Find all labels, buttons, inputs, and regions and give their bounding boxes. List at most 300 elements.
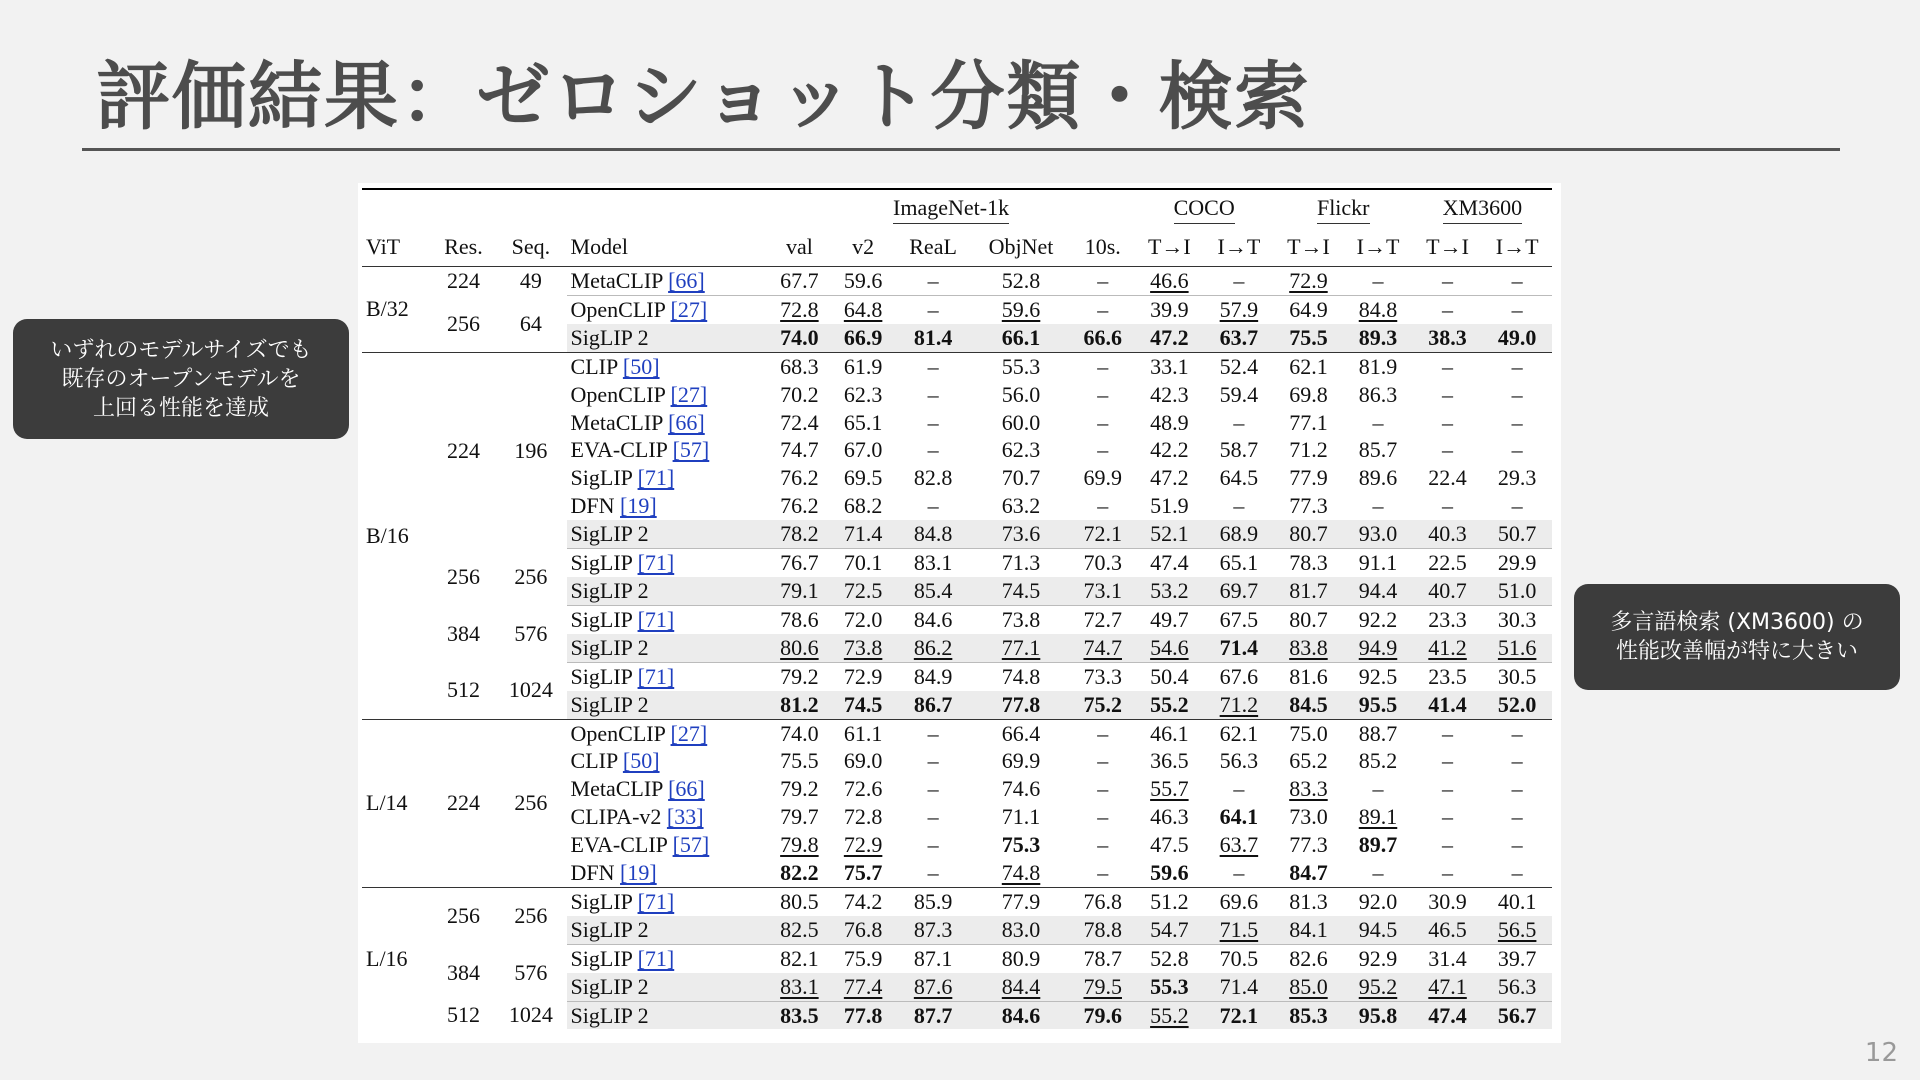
score-value: 36.5 bbox=[1150, 748, 1189, 774]
score-value: – bbox=[1442, 804, 1454, 830]
score-value: – bbox=[1372, 860, 1384, 886]
citation-link[interactable]: [19] bbox=[620, 860, 657, 886]
score-value: 42.2 bbox=[1150, 437, 1189, 463]
score-value: 47.2 bbox=[1150, 465, 1189, 491]
score-cell bbox=[1204, 691, 1274, 719]
citation-link[interactable]: [66] bbox=[668, 268, 705, 293]
citation-link[interactable]: [19] bbox=[620, 493, 657, 519]
group-label: COCO bbox=[1174, 194, 1235, 225]
score-cell bbox=[1274, 973, 1344, 1001]
score-value: 80.5 bbox=[780, 888, 819, 914]
score-cell bbox=[971, 464, 1071, 492]
score-cell bbox=[1071, 747, 1135, 775]
score-value: 91.1 bbox=[1358, 550, 1398, 576]
score-cell bbox=[768, 887, 832, 915]
citation-link[interactable]: [27] bbox=[670, 296, 708, 322]
table-row bbox=[362, 295, 1552, 323]
column-header: Model bbox=[567, 228, 768, 267]
score-value: 74.6 bbox=[1001, 776, 1041, 802]
score-cell bbox=[831, 662, 895, 690]
model-name: SigLIP 2 bbox=[570, 634, 649, 660]
citation-link[interactable]: [27] bbox=[670, 381, 708, 407]
citation-link[interactable]: [66] bbox=[668, 776, 705, 802]
score-value: 68.3 bbox=[780, 353, 819, 379]
score-value: – bbox=[1511, 353, 1523, 379]
seq-cell: 576 bbox=[514, 959, 548, 985]
res-cell: 512 bbox=[446, 1002, 480, 1028]
score-cell bbox=[1274, 436, 1344, 464]
score-value: – bbox=[1233, 860, 1245, 886]
score-value: 68.9 bbox=[1219, 521, 1259, 547]
score-value: 66.9 bbox=[843, 324, 883, 350]
score-cell bbox=[1204, 520, 1274, 548]
score-cell bbox=[1413, 691, 1483, 719]
score-value: 29.3 bbox=[1497, 465, 1537, 491]
score-value: – bbox=[1442, 748, 1454, 774]
score-value: – bbox=[1511, 493, 1523, 519]
score-cell bbox=[768, 944, 832, 972]
score-value: – bbox=[1372, 409, 1384, 435]
model-cell bbox=[567, 267, 768, 296]
citation-link[interactable]: [71] bbox=[637, 550, 675, 576]
score-value: 42.3 bbox=[1150, 381, 1189, 407]
score-cell bbox=[1482, 944, 1552, 972]
score-value: 71.4 bbox=[1219, 634, 1259, 660]
score-cell bbox=[895, 831, 971, 859]
score-cell bbox=[768, 352, 832, 380]
score-value: – bbox=[1097, 832, 1109, 858]
score-cell bbox=[1482, 973, 1552, 1001]
score-cell bbox=[1274, 775, 1344, 803]
citation-link[interactable]: [71] bbox=[637, 465, 675, 491]
score-cell bbox=[1274, 577, 1344, 605]
score-cell bbox=[768, 691, 832, 719]
score-cell bbox=[971, 352, 1071, 380]
score-cell bbox=[895, 492, 971, 520]
citation-link[interactable]: [57] bbox=[672, 832, 710, 858]
score-value: 47.5 bbox=[1150, 832, 1189, 858]
score-cell bbox=[1482, 634, 1552, 662]
score-cell bbox=[1343, 520, 1413, 548]
score-value: 51.9 bbox=[1150, 493, 1189, 519]
score-cell bbox=[1135, 719, 1205, 747]
score-value: 63.7 bbox=[1219, 324, 1259, 350]
score-cell bbox=[1482, 577, 1552, 605]
score-value: 89.1 bbox=[1358, 804, 1398, 830]
score-value: 79.6 bbox=[1083, 1002, 1122, 1028]
score-value: 73.0 bbox=[1289, 804, 1328, 830]
table-row bbox=[362, 662, 1552, 690]
score-value: 69.8 bbox=[1289, 381, 1328, 407]
score-value: 72.9 bbox=[1289, 268, 1328, 293]
score-value: 78.6 bbox=[780, 606, 819, 632]
score-cell bbox=[1482, 831, 1552, 859]
score-value: 70.7 bbox=[1001, 465, 1041, 491]
score-value: 81.9 bbox=[1358, 353, 1398, 379]
score-cell bbox=[831, 747, 895, 775]
seq-cell: 256 bbox=[495, 719, 566, 887]
score-value: 77.3 bbox=[1289, 493, 1328, 519]
score-value: 47.4 bbox=[1150, 550, 1189, 576]
score-cell bbox=[831, 605, 895, 633]
citation-link[interactable]: [50] bbox=[622, 353, 660, 379]
score-cell bbox=[1413, 973, 1483, 1001]
score-cell bbox=[1482, 916, 1552, 944]
score-value: 59.4 bbox=[1219, 381, 1259, 407]
score-value: 63.2 bbox=[1001, 493, 1041, 519]
score-cell bbox=[1135, 916, 1205, 944]
model-cell bbox=[567, 775, 768, 803]
score-value: – bbox=[927, 296, 939, 322]
score-value: 80.9 bbox=[1001, 945, 1041, 971]
score-value: 71.2 bbox=[1219, 691, 1259, 717]
res-cell: 224 bbox=[446, 268, 480, 294]
group-label: ImageNet-1k bbox=[893, 194, 1009, 225]
score-cell bbox=[1204, 577, 1274, 605]
score-value: 72.8 bbox=[780, 296, 819, 322]
score-value: 92.0 bbox=[1358, 888, 1398, 914]
model-name: DFN bbox=[570, 860, 615, 886]
score-cell bbox=[768, 436, 832, 464]
table-row bbox=[362, 605, 1552, 633]
score-value: 46.6 bbox=[1150, 268, 1189, 293]
citation-link[interactable]: [71] bbox=[637, 606, 675, 632]
score-cell bbox=[1274, 944, 1344, 972]
score-value: 82.1 bbox=[780, 945, 819, 971]
score-cell bbox=[1204, 381, 1274, 409]
score-value: 83.3 bbox=[1289, 776, 1328, 802]
citation-link[interactable]: [71] bbox=[637, 945, 675, 971]
score-cell bbox=[768, 859, 832, 887]
score-value: 77.3 bbox=[1289, 832, 1328, 858]
score-cell bbox=[1482, 605, 1552, 633]
score-cell bbox=[1343, 662, 1413, 690]
score-cell bbox=[1071, 605, 1135, 633]
model-cell bbox=[567, 577, 768, 605]
score-cell bbox=[1274, 409, 1344, 437]
score-value: 84.1 bbox=[1289, 916, 1328, 942]
score-value: 84.5 bbox=[1289, 691, 1328, 717]
score-value: 69.5 bbox=[843, 465, 883, 491]
score-value: – bbox=[1097, 268, 1109, 293]
score-cell bbox=[971, 409, 1071, 437]
score-value: – bbox=[1097, 776, 1109, 802]
score-value: 23.5 bbox=[1428, 663, 1467, 689]
column-header: I→T bbox=[1204, 228, 1274, 267]
score-value: 89.6 bbox=[1358, 465, 1398, 491]
score-cell bbox=[1482, 381, 1552, 409]
score-cell bbox=[1071, 916, 1135, 944]
score-value: 65.1 bbox=[843, 409, 883, 435]
score-cell bbox=[1343, 747, 1413, 775]
score-value: 46.5 bbox=[1428, 916, 1467, 942]
model-cell bbox=[567, 492, 768, 520]
score-value: – bbox=[1097, 409, 1109, 435]
score-cell bbox=[1071, 267, 1135, 296]
score-cell bbox=[768, 549, 832, 577]
score-value: 52.1 bbox=[1150, 521, 1189, 547]
score-value: – bbox=[927, 832, 939, 858]
column-header: T→I bbox=[1413, 228, 1483, 267]
score-value: – bbox=[1442, 493, 1454, 519]
score-cell bbox=[1071, 662, 1135, 690]
score-value: 74.5 bbox=[843, 691, 883, 717]
score-value: 79.2 bbox=[780, 776, 819, 802]
score-cell bbox=[1482, 267, 1552, 296]
score-value: 88.7 bbox=[1358, 720, 1398, 746]
score-cell bbox=[831, 719, 895, 747]
score-value: 62.1 bbox=[1219, 720, 1259, 746]
citation-link[interactable]: [66] bbox=[668, 409, 705, 435]
vit-cell: L/14 bbox=[362, 719, 432, 887]
model-cell bbox=[567, 549, 768, 577]
score-value: 79.7 bbox=[780, 804, 819, 830]
score-value: 78.2 bbox=[780, 521, 819, 547]
score-value: 61.9 bbox=[843, 353, 883, 379]
score-cell bbox=[895, 381, 971, 409]
score-value: – bbox=[1442, 296, 1454, 322]
model-cell bbox=[567, 409, 768, 437]
model-name: OpenCLIP bbox=[570, 296, 666, 322]
score-cell bbox=[895, 352, 971, 380]
score-cell bbox=[768, 803, 832, 831]
score-value: 86.7 bbox=[913, 691, 953, 717]
score-cell bbox=[1343, 605, 1413, 633]
score-cell bbox=[1413, 409, 1483, 437]
score-cell bbox=[1343, 887, 1413, 915]
score-value: 78.3 bbox=[1289, 550, 1328, 576]
score-cell bbox=[1071, 944, 1135, 972]
score-cell bbox=[1071, 887, 1135, 915]
score-cell bbox=[1071, 634, 1135, 662]
score-cell bbox=[971, 492, 1071, 520]
score-cell bbox=[895, 662, 971, 690]
score-value: 40.7 bbox=[1428, 577, 1467, 603]
score-cell bbox=[831, 436, 895, 464]
score-value: 39.9 bbox=[1150, 296, 1189, 322]
score-value: 72.5 bbox=[843, 577, 883, 603]
score-cell bbox=[971, 577, 1071, 605]
model-name: SigLIP bbox=[570, 663, 633, 689]
score-cell bbox=[1135, 691, 1205, 719]
score-cell bbox=[971, 944, 1071, 972]
score-cell bbox=[1343, 549, 1413, 577]
seq-cell: 196 bbox=[495, 352, 566, 548]
score-cell bbox=[895, 267, 971, 296]
score-cell bbox=[1071, 1001, 1135, 1029]
score-value: 84.9 bbox=[913, 663, 953, 689]
model-name: SigLIP 2 bbox=[570, 691, 649, 717]
score-value: – bbox=[1511, 268, 1523, 293]
score-cell bbox=[1274, 719, 1344, 747]
score-cell bbox=[971, 973, 1071, 1001]
score-value: 70.1 bbox=[843, 550, 883, 576]
score-value: 74.0 bbox=[780, 720, 819, 746]
score-value: 67.6 bbox=[1219, 663, 1259, 689]
res-cell: 384 bbox=[446, 959, 480, 985]
score-value: – bbox=[927, 748, 939, 774]
callout-right-line: 性能改善幅が特に大きい bbox=[1615, 639, 1858, 664]
score-value: 85.4 bbox=[913, 577, 953, 603]
score-value: 62.3 bbox=[843, 381, 883, 407]
table-row bbox=[362, 549, 1552, 577]
score-cell bbox=[1135, 973, 1205, 1001]
score-cell bbox=[971, 831, 1071, 859]
score-value: – bbox=[1097, 296, 1109, 322]
score-cell bbox=[1204, 634, 1274, 662]
score-value: – bbox=[1511, 437, 1523, 463]
score-value: 50.7 bbox=[1497, 521, 1537, 547]
score-value: 75.5 bbox=[780, 748, 819, 774]
score-cell bbox=[1413, 662, 1483, 690]
score-value: 30.3 bbox=[1497, 606, 1537, 632]
score-cell bbox=[831, 409, 895, 437]
score-cell bbox=[971, 775, 1071, 803]
score-cell bbox=[831, 973, 895, 1001]
score-value: 72.9 bbox=[843, 663, 883, 689]
score-cell bbox=[1274, 549, 1344, 577]
score-cell bbox=[1482, 1001, 1552, 1029]
score-value: 84.4 bbox=[1001, 973, 1041, 999]
score-cell bbox=[1343, 436, 1413, 464]
model-cell bbox=[567, 520, 768, 548]
score-cell bbox=[895, 916, 971, 944]
score-value: 70.2 bbox=[780, 381, 819, 407]
score-cell bbox=[1274, 520, 1344, 548]
score-value: 59.6 bbox=[1150, 860, 1189, 886]
score-cell bbox=[895, 436, 971, 464]
score-cell bbox=[768, 381, 832, 409]
score-cell bbox=[1343, 577, 1413, 605]
score-value: – bbox=[1511, 409, 1523, 435]
model-name: CLIP bbox=[570, 748, 618, 774]
results-table bbox=[362, 188, 1552, 1029]
score-value: 67.5 bbox=[1219, 606, 1259, 632]
score-value: 56.3 bbox=[1219, 748, 1259, 774]
score-cell bbox=[1413, 352, 1483, 380]
score-cell bbox=[1135, 267, 1205, 296]
group-header-flickr bbox=[1274, 189, 1413, 228]
score-value: 79.5 bbox=[1083, 973, 1122, 999]
score-cell bbox=[1274, 267, 1344, 296]
score-cell bbox=[1343, 464, 1413, 492]
score-value: 40.3 bbox=[1428, 521, 1467, 547]
score-cell bbox=[1482, 520, 1552, 548]
citation-link[interactable]: [71] bbox=[637, 663, 675, 689]
score-value: 75.0 bbox=[1289, 720, 1328, 746]
score-cell bbox=[971, 520, 1071, 548]
score-cell bbox=[831, 549, 895, 577]
model-name: MetaCLIP bbox=[570, 409, 663, 435]
score-value: 84.8 bbox=[1358, 296, 1398, 322]
citation-link[interactable]: [27] bbox=[670, 720, 708, 746]
score-value: – bbox=[927, 409, 939, 435]
citation-link[interactable]: [50] bbox=[622, 748, 660, 774]
score-cell bbox=[1413, 831, 1483, 859]
score-value: 71.4 bbox=[1219, 973, 1259, 999]
score-cell bbox=[1274, 916, 1344, 944]
score-cell bbox=[1135, 605, 1205, 633]
score-value: 64.9 bbox=[1289, 296, 1328, 322]
citation-link[interactable]: [33] bbox=[666, 804, 704, 830]
score-value: 73.3 bbox=[1083, 663, 1122, 689]
score-cell bbox=[895, 577, 971, 605]
score-value: – bbox=[1372, 268, 1384, 293]
score-value: 54.6 bbox=[1150, 634, 1189, 660]
score-value: 58.7 bbox=[1219, 437, 1259, 463]
seq-cell: 1024 bbox=[508, 677, 553, 703]
score-cell bbox=[971, 719, 1071, 747]
group-header-imagenet bbox=[768, 189, 1135, 228]
score-value: 79.1 bbox=[780, 577, 819, 603]
model-name: MetaCLIP bbox=[570, 268, 663, 293]
score-value: 81.6 bbox=[1289, 663, 1328, 689]
score-cell bbox=[1274, 691, 1344, 719]
score-value: – bbox=[1097, 748, 1109, 774]
score-cell bbox=[1135, 887, 1205, 915]
score-value: – bbox=[1233, 776, 1245, 802]
score-cell bbox=[1204, 973, 1274, 1001]
vit-cell: L/16 bbox=[362, 887, 432, 1029]
score-value: 84.6 bbox=[913, 606, 953, 632]
score-cell bbox=[768, 492, 832, 520]
score-value: 67.0 bbox=[843, 437, 883, 463]
score-cell bbox=[1135, 747, 1205, 775]
score-cell bbox=[1413, 436, 1483, 464]
score-value: 49.0 bbox=[1497, 324, 1537, 350]
score-value: 81.4 bbox=[913, 324, 953, 350]
score-value: 85.0 bbox=[1289, 973, 1328, 999]
score-cell bbox=[1413, 295, 1483, 323]
score-cell bbox=[768, 973, 832, 1001]
score-cell bbox=[895, 691, 971, 719]
score-value: 82.6 bbox=[1289, 945, 1328, 971]
score-cell bbox=[895, 747, 971, 775]
score-value: 64.1 bbox=[1219, 804, 1259, 830]
score-value: 69.9 bbox=[1001, 748, 1041, 774]
score-cell bbox=[1071, 719, 1135, 747]
score-value: 94.5 bbox=[1358, 916, 1398, 942]
callout-left bbox=[13, 319, 349, 439]
score-cell bbox=[1274, 831, 1344, 859]
score-value: 87.3 bbox=[913, 916, 953, 942]
score-cell bbox=[1204, 831, 1274, 859]
citation-link[interactable]: [57] bbox=[672, 437, 710, 463]
score-cell bbox=[1071, 409, 1135, 437]
column-header: ObjNet bbox=[971, 228, 1071, 267]
score-cell bbox=[1413, 747, 1483, 775]
score-cell bbox=[971, 549, 1071, 577]
score-cell bbox=[895, 973, 971, 1001]
score-cell bbox=[971, 605, 1071, 633]
table-row bbox=[362, 719, 1552, 747]
citation-link[interactable]: [71] bbox=[637, 888, 675, 914]
score-value: – bbox=[1511, 832, 1523, 858]
score-value: 72.8 bbox=[843, 804, 883, 830]
score-value: – bbox=[927, 493, 939, 519]
score-cell bbox=[1071, 492, 1135, 520]
score-value: – bbox=[927, 381, 939, 407]
score-cell bbox=[831, 267, 895, 296]
model-name: EVA-CLIP bbox=[570, 437, 668, 463]
score-cell bbox=[831, 691, 895, 719]
score-cell bbox=[1135, 520, 1205, 548]
score-cell bbox=[831, 352, 895, 380]
model-cell bbox=[567, 295, 768, 323]
score-value: 69.0 bbox=[843, 748, 883, 774]
score-value: 53.2 bbox=[1150, 577, 1189, 603]
score-cell bbox=[971, 916, 1071, 944]
